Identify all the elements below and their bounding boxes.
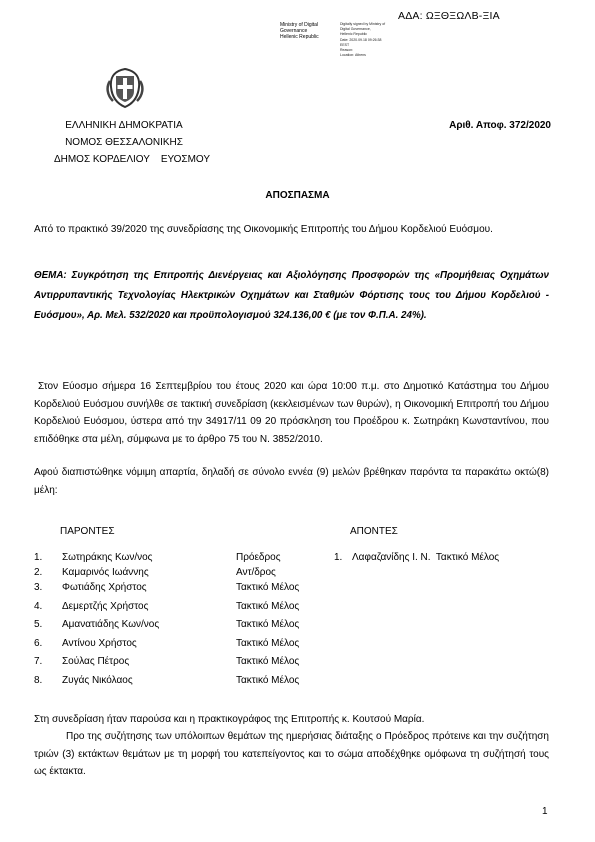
- header-municipality: ΔΗΜΟΣ ΚΟΡΔΕΛΙΟΥ ΕΥΟΣΜΟΥ: [53, 154, 211, 165]
- member-number: 2.: [34, 567, 43, 578]
- member-role: Αντ/δρος: [236, 567, 276, 578]
- member-name: Αντίνου Χρήστος: [62, 638, 137, 649]
- signature-detail-line: Digital Governance,: [340, 27, 371, 32]
- document-title: ΑΠΟΣΠΑΣΜΑ: [265, 190, 330, 201]
- page-number: 1: [542, 806, 548, 817]
- present-member-row: [0, 601, 595, 619]
- present-member-row: [0, 619, 595, 637]
- member-number: 7.: [34, 656, 43, 667]
- ada-code: ΑΔΑ: ΩΞΘΞΩΛΒ-ΞΙΑ: [398, 10, 500, 22]
- present-member-row: [0, 656, 595, 674]
- member-role: Τακτικό Μέλος: [236, 656, 300, 667]
- urgent-items-paragraph: Προ της συζήτησης των υπόλοιπων θεμάτων της ημερήσιας διάταξης ο Πρόεδρος πρότεινε και την συζήτηση τριών (3) εκτάκτων θεμάτων με τη μορφή του κατεπείγοντος και το σώμα αποδέχθηκε ομόφωνα τη συζήτησή τους ως έκτακτα.: [34, 731, 549, 777]
- header-prefecture: ΝΟΜΟΣ ΘΕΣΣΑΛΟΝΙΚΗΣ: [65, 137, 183, 148]
- member-number: 1.: [34, 552, 43, 563]
- signature-issuer-line: Governance: [280, 28, 308, 34]
- member-number: 5.: [34, 619, 43, 630]
- member-name: Σωτηράκης Κων/νος: [62, 552, 153, 563]
- member-role: Τακτικό Μέλος: [236, 619, 300, 630]
- signature-detail-line: Reason:: [340, 48, 354, 53]
- greek-coat-of-arms-icon: [104, 67, 146, 109]
- present-member-row: [0, 638, 595, 656]
- signature-detail-line: Digitally signed by Ministry of: [340, 22, 386, 26]
- signature-detail-line: EEST: [340, 42, 350, 47]
- present-member-row: [0, 675, 595, 693]
- member-name: Αμανατιάδης Κων/νος: [62, 619, 160, 630]
- present-member-row: [0, 582, 595, 600]
- minutes-reference-paragraph: Από το πρακτικό 39/2020 της συνεδρίασης της Οικονομικής Επιτροπής του Δήμου Κορδελιού Ευόσμου.: [34, 224, 493, 235]
- member-role: Τακτικό Μέλος: [236, 601, 300, 612]
- absent-member-number: 1.: [334, 552, 343, 563]
- signature-detail-line: Location: Athens: [340, 53, 366, 58]
- signature-detail-line: Date: 2020.09.18 09:26:38: [340, 37, 382, 42]
- decision-number: Αριθ. Αποφ. 372/2020: [449, 120, 551, 131]
- absent-member-text: Λαφαζανίδης Ι. Ν. Τακτικό Μέλος: [352, 552, 500, 563]
- member-role: Τακτικό Μέλος: [236, 638, 300, 649]
- member-name: Φωτιάδης Χρήστος: [62, 582, 147, 593]
- member-name: Ζυγάς Νικόλαος: [62, 675, 133, 686]
- member-name: Σούλας Πέτρος: [62, 656, 130, 667]
- digital-signature-details: [340, 22, 385, 58]
- member-number: 8.: [34, 675, 43, 686]
- signature-issuer-line: Ministry of Digital: [280, 22, 319, 28]
- member-number: 3.: [34, 582, 43, 593]
- signature-issuer: [280, 22, 319, 40]
- quorum-paragraph: Αφού διαπιστώθηκε νόμιμη απαρτία, δηλαδή σε σύνολο εννέα (9) μελών βρέθηκαν παρόντα τα παρακάτω οκτώ(8) μέλη:: [34, 467, 549, 496]
- member-role: Τακτικό Μέλος: [236, 582, 300, 593]
- member-name: Καμαρινός Ιωάννης: [62, 567, 149, 578]
- member-name: Δεμερτζής Χρήστος: [62, 601, 149, 612]
- signature-detail-line: Hellenic Republic: [340, 32, 368, 37]
- member-number: 4.: [34, 601, 43, 612]
- member-role: Πρόεδρος: [236, 552, 281, 563]
- subject-paragraph: ΘΕΜΑ: Συγκρότηση της Επιτροπής Διενέργειας και Αξιολόγησης Προσφορών της «Προμήθειας Οχημάτων Αντιρρυπαντικής Τεχνολογίας Ηλεκτρικών Οχημάτων και Σταθμών Φόρτισης τους του Δήμου Κορδελιού - Ευόσμου», Αρ. Μελ. 532/2020 και προϋπολογισμού 324.136,00 € (με τον Φ.Π.Α. 24%).: [34, 270, 549, 321]
- meeting-details-paragraph: Στον Εύοσμο σήμερα 16 Σεπτεμβρίου του έτους 2020 και ώρα 10:00 π.μ. στο Δημοτικό Κατάστημα του Δήμου Κορδελιού Ευόσμου συνήλθε σε τακτική συνεδρίαση (κεκλεισμένων των θυρών), η Οικονομική Επιτροπή του Δήμου Κορδελιού Ευόσμου, ύστερα από την 34917/11 09 20 πρόσκληση του Προέδρου κ. Σωτηράκη Κωνσταντίνου, που επιδόθηκε στα μέλη, σύμφωνα με το άρθρο 75 του Ν. 3852/2010.: [34, 381, 549, 445]
- member-role: Τακτικό Μέλος: [236, 675, 300, 686]
- member-number: 6.: [34, 638, 43, 649]
- minutes-taker-paragraph: Στη συνεδρίαση ήταν παρούσα και η πρακτικογράφος της Επιτροπής κ. Κουτσού Μαρία.: [34, 714, 425, 725]
- signature-issuer-line: Hellenic Republic: [280, 34, 319, 40]
- present-heading: ΠΑΡΟΝΤΕΣ: [60, 526, 115, 537]
- header-country: ΕΛΛΗΝΙΚΗ ΔΗΜΟΚΡΑΤΙΑ: [65, 120, 183, 131]
- absent-heading: ΑΠΟΝΤΕΣ: [350, 526, 398, 537]
